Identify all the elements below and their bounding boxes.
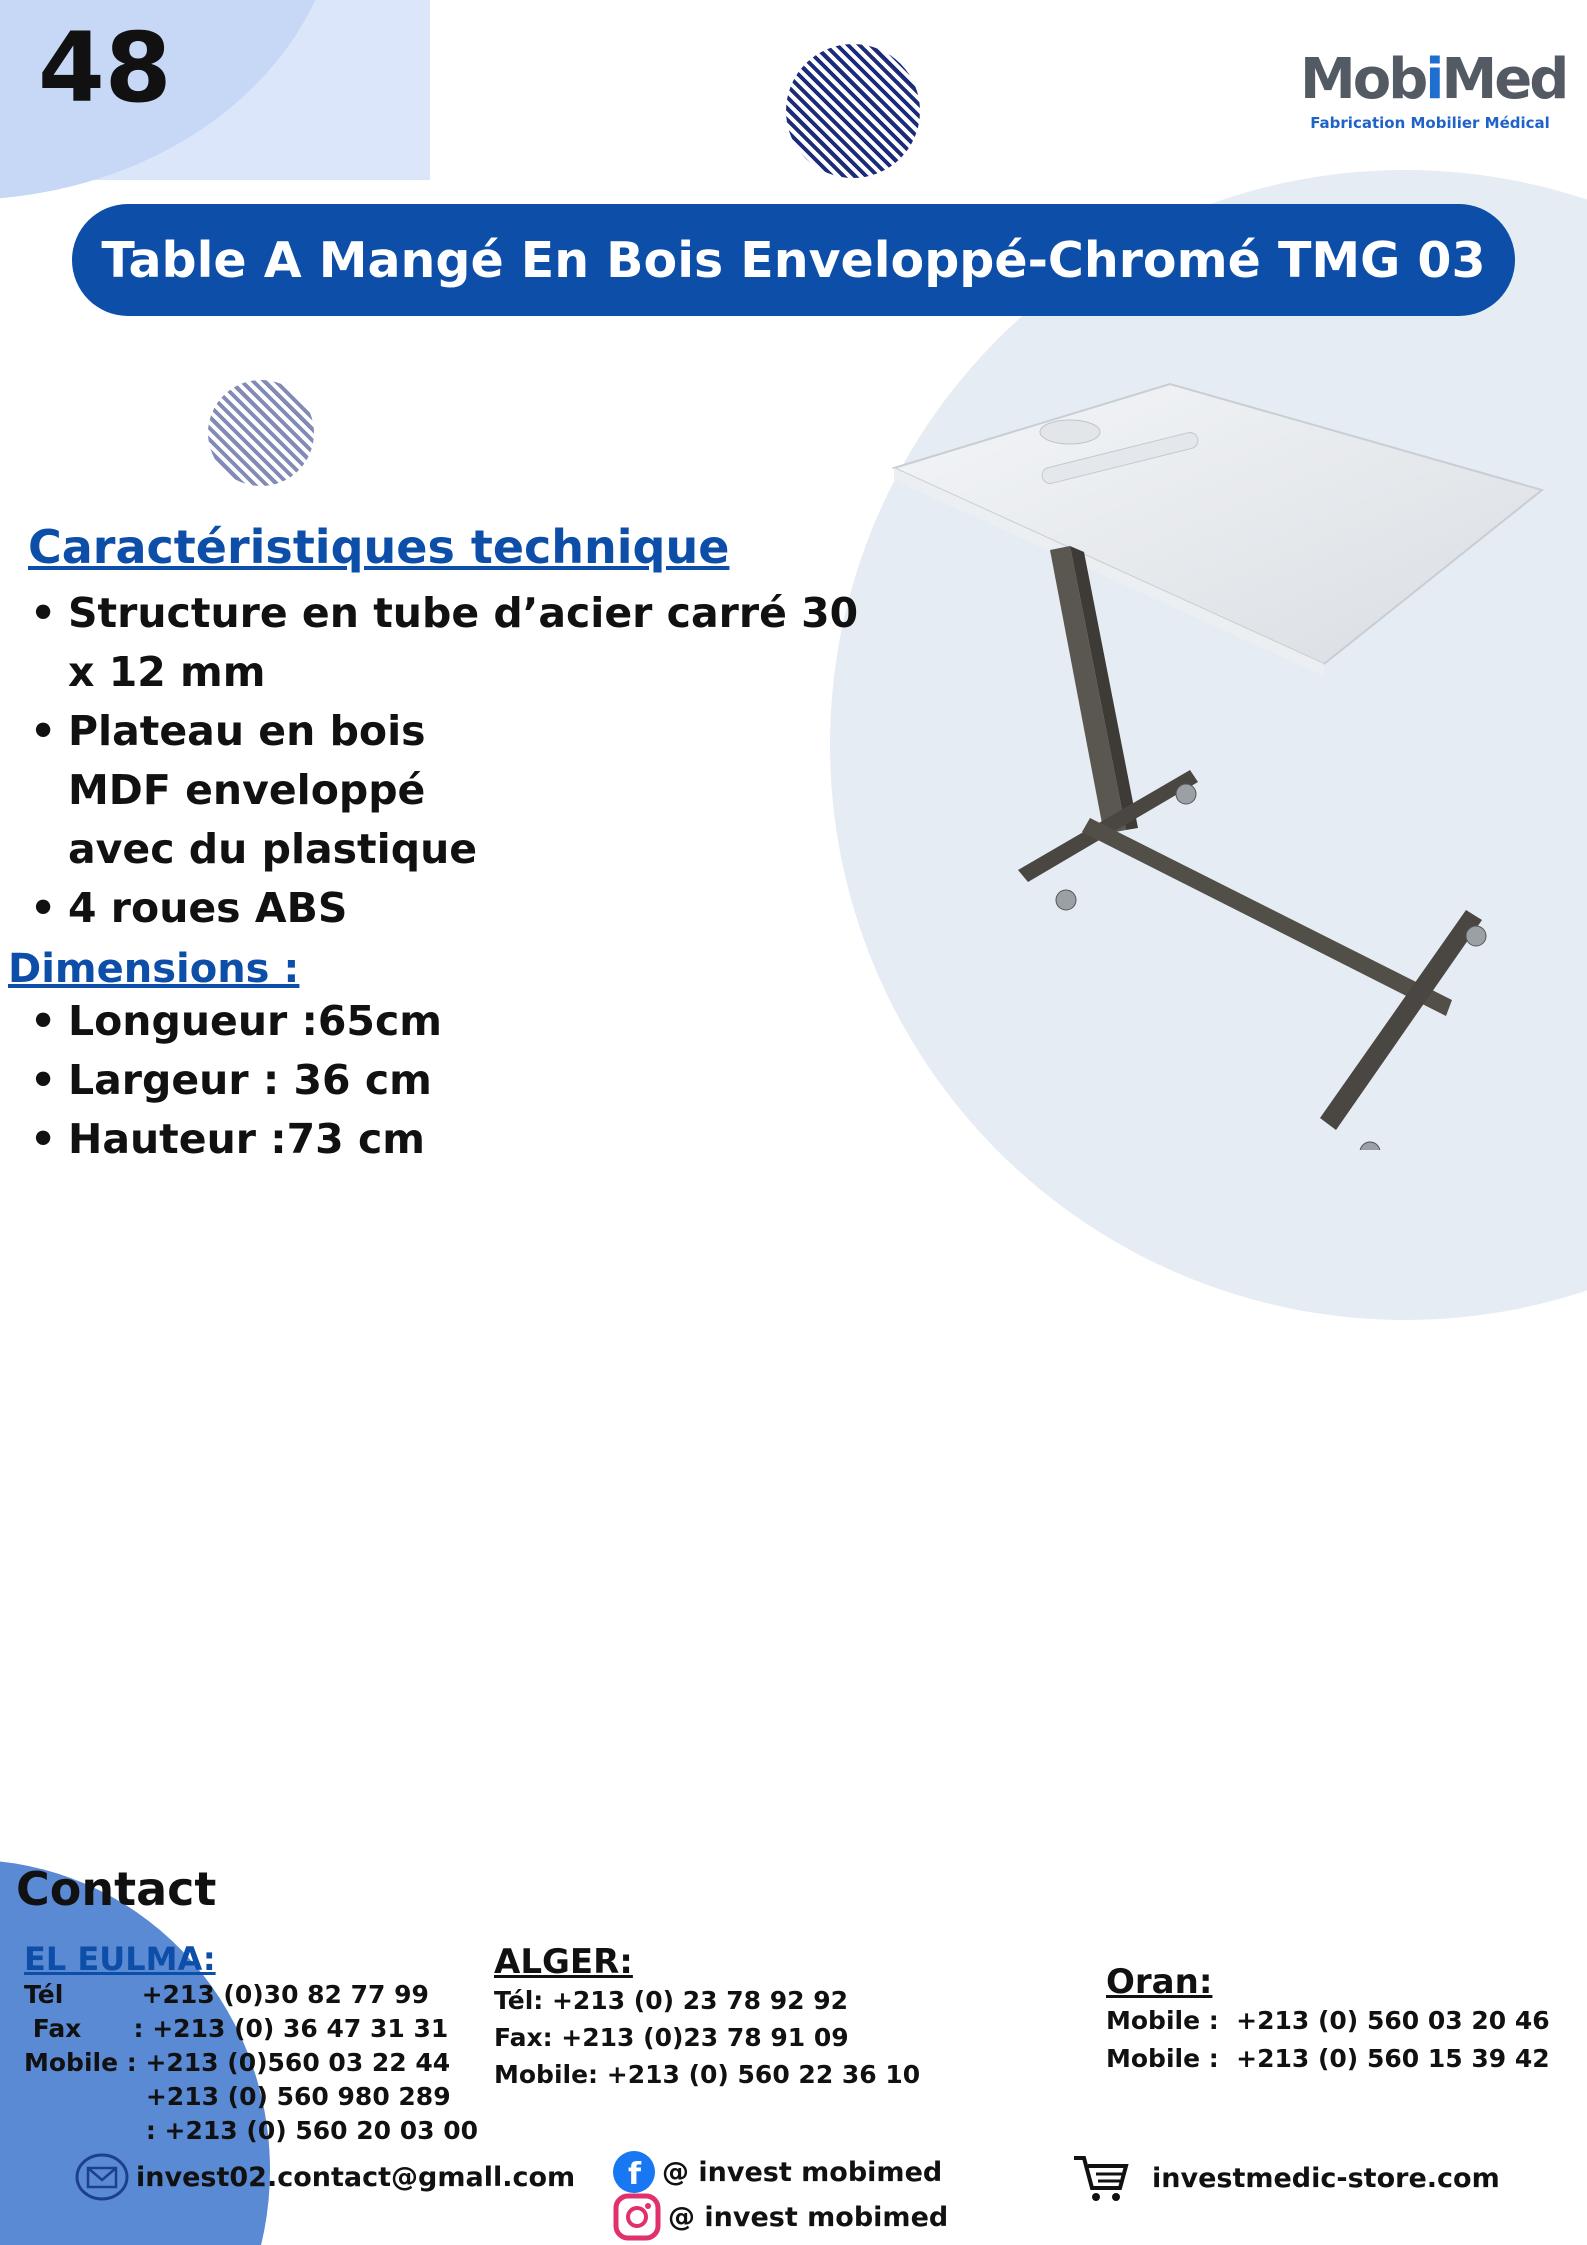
contact-line: Mobile : +213 (0)560 03 22 44: [24, 2048, 451, 2077]
oran-heading: Oran:: [1106, 1962, 1213, 2002]
dimensions-list: [0, 992, 860, 1169]
shop-link[interactable]: [1070, 2150, 1500, 2206]
facebook-contact[interactable]: [612, 2150, 942, 2194]
contact-title: Contact: [16, 1862, 217, 1916]
email-address[interactable]: invest02.contact@gmall.com: [136, 2161, 576, 2193]
spec-item: • Structure en tube d’acier carré 30 x 12 mm: [0, 584, 860, 702]
facebook-icon: [612, 2150, 656, 2194]
logo-wordmark: MobiMed: [1300, 47, 1567, 112]
el-eulma-heading: EL EULMA:: [24, 1940, 216, 1978]
instagram-handle[interactable]: @ invest mobimed: [668, 2201, 949, 2233]
mail-icon: [74, 2152, 130, 2202]
svg-text:f: f: [628, 2157, 642, 2192]
contact-line: : +213 (0) 560 20 03 00: [24, 2116, 479, 2145]
specs-heading: Caractéristiques technique: [28, 520, 730, 574]
contact-line: Fax: +213 (0)23 78 91 09: [494, 2023, 849, 2052]
specifications-section: [0, 520, 860, 1169]
dimension-item: • Longueur :65cm: [0, 992, 860, 1051]
striped-circle-decoration: [786, 44, 920, 178]
email-contact[interactable]: [74, 2152, 575, 2202]
striped-circle-decoration-small: [208, 380, 314, 486]
contact-line: Tél: +213 (0) 23 78 92 92: [494, 1986, 849, 2015]
spec-item: • Plateau en bois MDF enveloppé avec du plastique: [0, 702, 530, 879]
contact-line: +213 (0) 560 980 289: [24, 2082, 451, 2111]
contact-line: Mobile : +213 (0) 560 15 39 42: [1106, 2044, 1550, 2073]
mobimed-logo: [1300, 47, 1567, 132]
contact-alger: [494, 1942, 920, 2093]
contact-oran: [1106, 1962, 1550, 2078]
dimension-item: • Largeur : 36 cm: [0, 1051, 860, 1110]
product-title-banner: [72, 204, 1515, 316]
product-image-overbed-table: [890, 370, 1570, 1150]
contact-line: Fax : +213 (0) 36 47 31 31: [24, 2014, 449, 2043]
specs-list: [0, 584, 860, 938]
instagram-contact[interactable]: [612, 2192, 948, 2242]
facebook-handle[interactable]: @ invest mobimed: [662, 2156, 943, 2188]
alger-heading: ALGER:: [494, 1942, 633, 1982]
logo-tagline: Fabrication Mobilier Médical: [1310, 114, 1550, 132]
product-title: Table A Mangé En Bois Enveloppé-Chromé TMG 03: [101, 231, 1486, 289]
contact-line: Mobile: +213 (0) 560 22 36 10: [494, 2060, 921, 2089]
dimension-item: • Hauteur :73 cm: [0, 1110, 860, 1169]
cart-icon: [1070, 2150, 1130, 2206]
shop-url[interactable]: investmedic-store.com: [1152, 2162, 1500, 2194]
page-number: 48: [38, 12, 172, 124]
instagram-icon: [612, 2192, 662, 2242]
dimensions-heading: Dimensions :: [8, 946, 300, 992]
contact-el-eulma: [24, 1940, 478, 2148]
contact-line: Tél +213 (0)30 82 77 99: [24, 1980, 429, 2009]
contact-line: Mobile : +213 (0) 560 03 20 46: [1106, 2006, 1550, 2035]
spec-item: • 4 roues ABS: [0, 879, 860, 938]
